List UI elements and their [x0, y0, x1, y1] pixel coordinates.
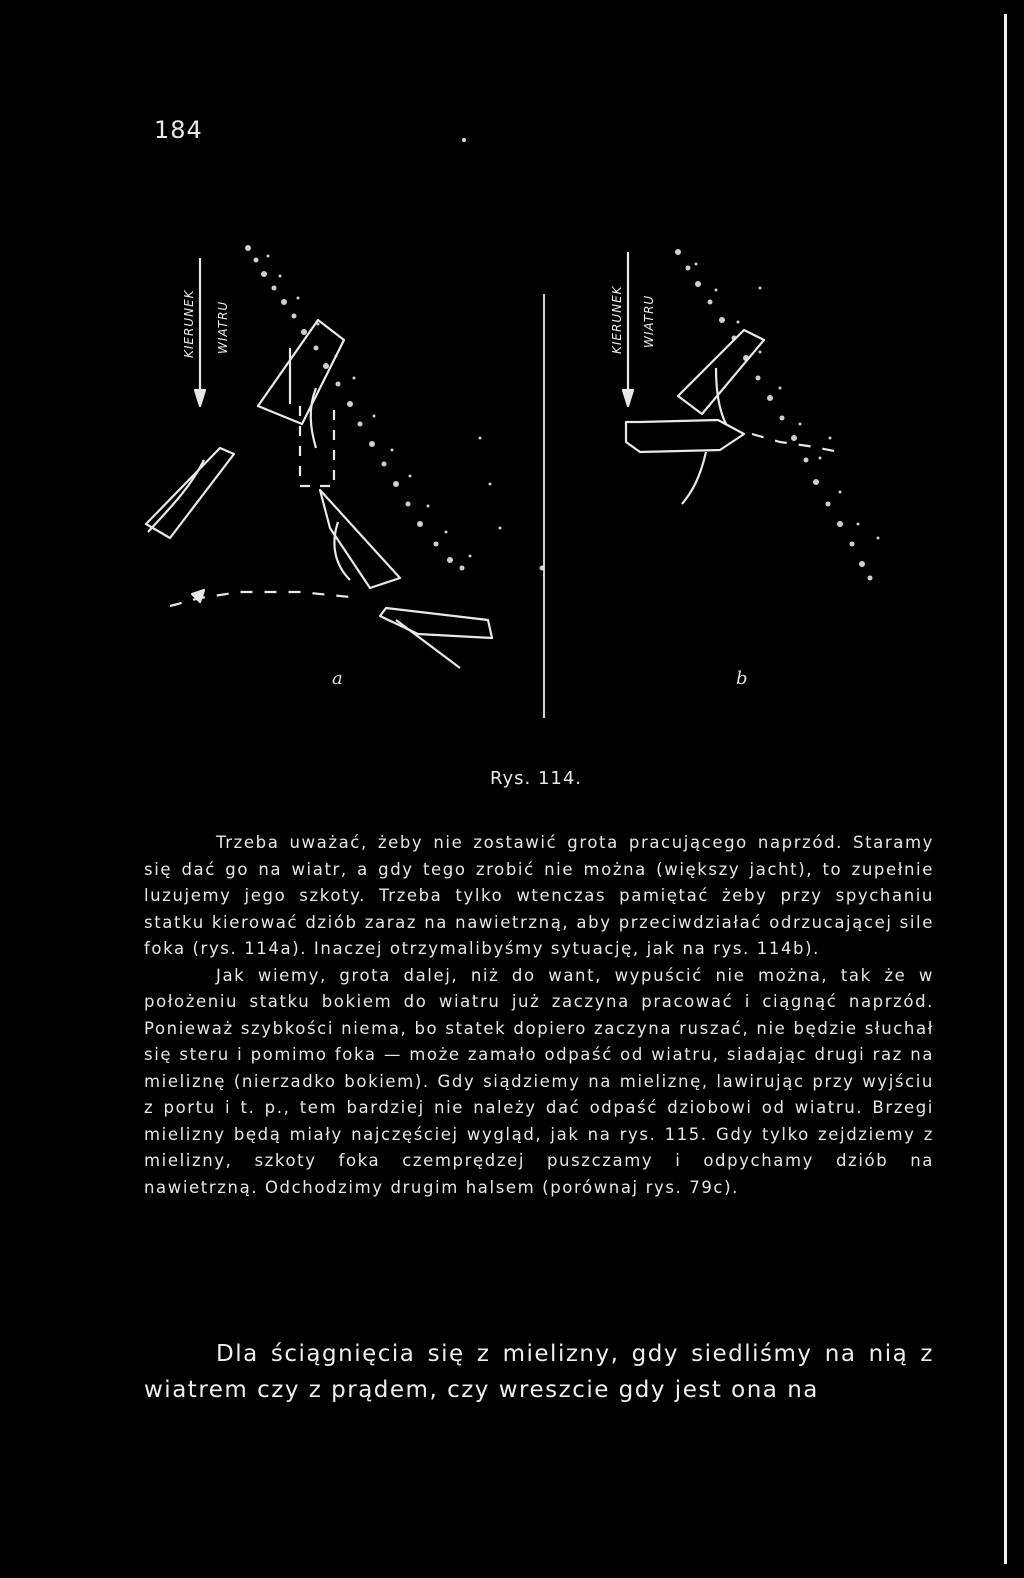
boat-upper-right — [678, 330, 764, 414]
figure-illustration — [140, 228, 940, 748]
figure-114 — [140, 228, 940, 748]
wind-label-right-line2: WIATRU — [642, 294, 656, 348]
wind-arrowhead-left — [195, 390, 205, 406]
figure-caption: Rys. 114. — [489, 768, 583, 789]
boat-lower-left — [146, 448, 234, 538]
stray-dot — [462, 138, 466, 142]
boat-middle-left — [320, 490, 400, 588]
paragraph-2: Jak wiemy, grota dalej, niż do want, wypuścić nie można, tak że w położeniu statku bokiem do wiatru już zaczyna pracować i ciągnąć naprzód. Ponieważ szybkości niema, bo statek dopiero zaczyna ruszać, nie będzie słuchał się steru i pomimo foka — może zamało odpaść od wiatru, siadając drugi raz na mieliznę (nierzadko bokiem). Gdy siądziemy na mieliznę, lawirując przy wyjściu z portu i t. p., tem bardziej nie należy dać odpaść dziobowi od wiatru. Brzegi mielizny będą miały najczęściej wygląd, jak na rys. 115. Gdy tylko zejdziemy z mielizny, szkoty foka czemprędzej puszczamy i odpychamy dziób na nawietrzną. Odchodzimy drugim halsem (porównaj rys. 79c). — [144, 965, 934, 1197]
page-edge-rule — [1004, 14, 1007, 1564]
wind-arrowhead-right — [623, 390, 633, 406]
boat-sideways-right — [626, 420, 744, 452]
shoal-edge-left — [245, 245, 545, 571]
wind-label-right-line1: KIERUNEK — [610, 285, 624, 354]
body-text-large — [144, 1336, 934, 1408]
paragraph-large: Dla ściągnięcia się z mielizny, gdy siedliśmy na nią z wiatrem czy z prądem, czy wreszcie gdy jest ona na — [144, 1341, 934, 1403]
boat-bottom-left — [380, 608, 492, 638]
panel-letter-a: a — [332, 668, 343, 689]
wind-label-left-line2: WIATRU — [216, 300, 230, 354]
wind-label-left-line1: KIERUNEK — [182, 289, 196, 358]
shoal-edge-right — [675, 249, 880, 581]
page-number: 184 — [154, 116, 203, 144]
paragraph-1: Trzeba uważać, żeby nie zostawić grota pracującego naprzód. Staramy się dać go na wiatr, a gdy tego zrobić nie można (większy jacht), to zupełnie luzujemy jego szkoty. Trzeba tylko wtenczas pamiętać żeby przy spychaniu statku kierować dziób zaraz na nawietrzną, aby przeciwdziałać odrzucającej sile foka (rys. 114a). Inaczej otrzymalibyśmy sytuację, jak na rys. 114b). — [144, 833, 934, 958]
panel-letter-b: b — [736, 668, 748, 689]
body-text — [144, 830, 934, 1201]
